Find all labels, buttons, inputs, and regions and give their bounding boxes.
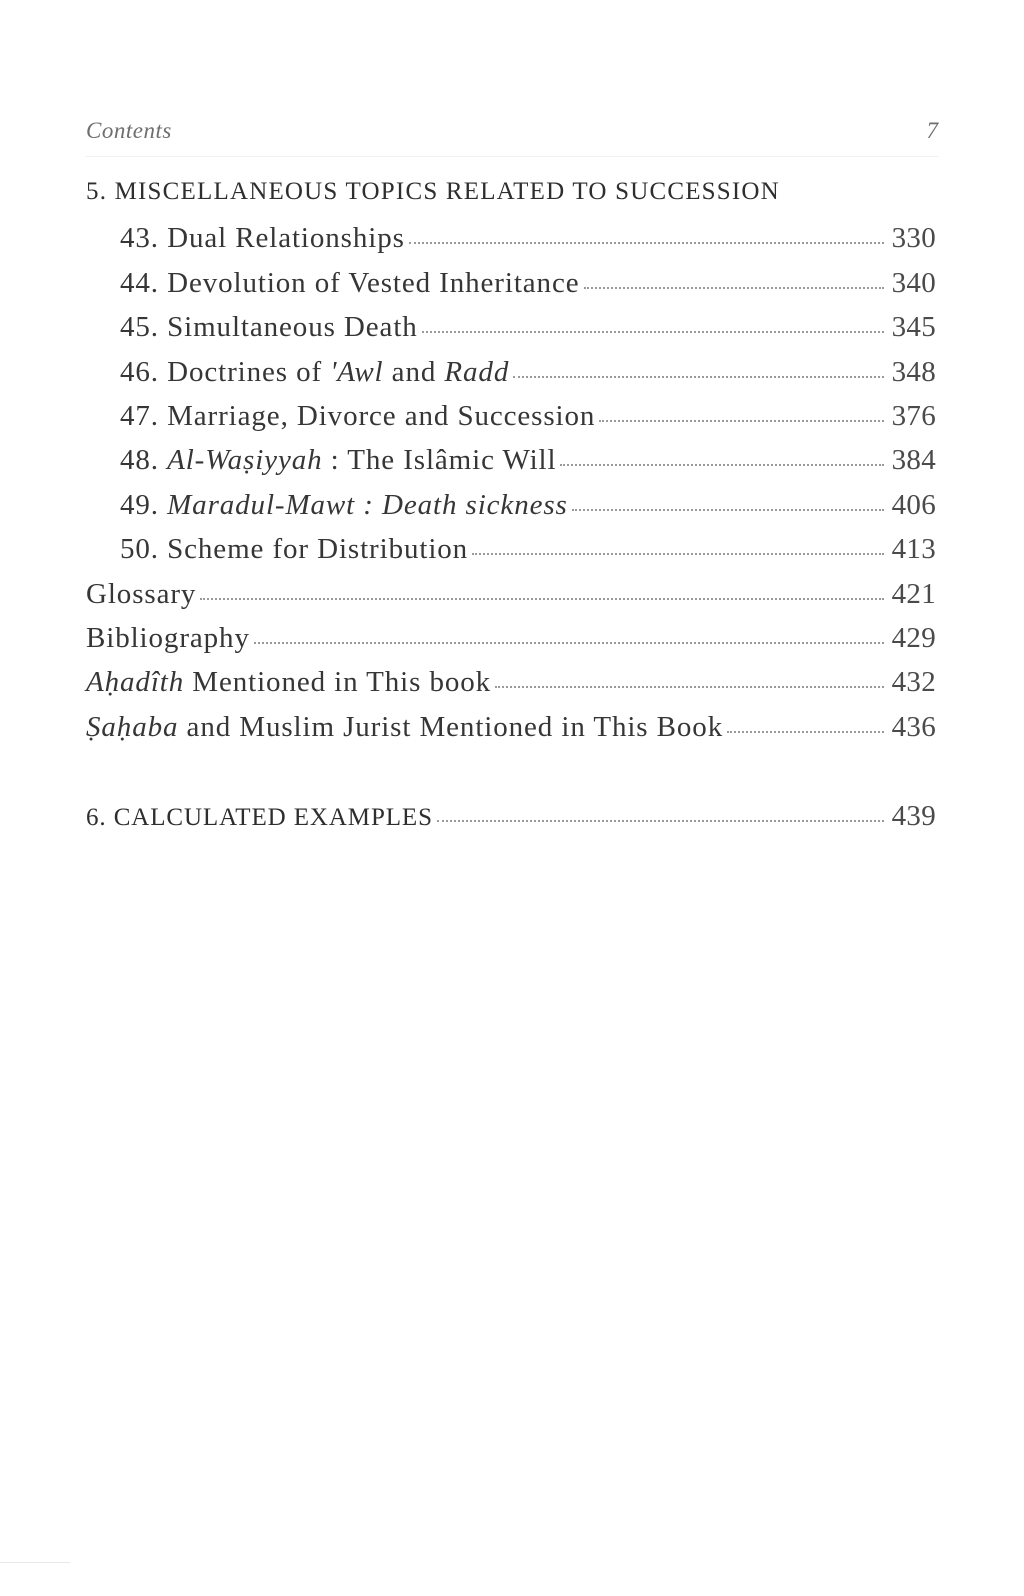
- dot-leader: [495, 685, 884, 688]
- toc-entry-label: 6. CALCULATED EXAMPLES: [86, 804, 433, 831]
- toc-entry[interactable]: [120, 267, 936, 303]
- toc-entry-label: 47. Marriage, Divorce and Succession: [120, 400, 596, 432]
- toc-entry-page: 406: [891, 489, 936, 521]
- toc-entry-label: 46. Doctrines of 'Awl and Radd: [120, 356, 510, 388]
- toc-entry[interactable]: [120, 356, 936, 392]
- toc-entry[interactable]: [120, 533, 936, 569]
- toc-entry-label: Aḥadîth Mentioned in This book: [86, 666, 492, 698]
- toc-entry-page: 432: [891, 666, 936, 698]
- dot-leader: [513, 375, 883, 378]
- dot-leader: [422, 330, 884, 333]
- running-head: [86, 116, 938, 157]
- toc-entry-page: 330: [891, 222, 936, 254]
- toc-entry-label: Ṣaḥaba and Muslim Jurist Mentioned in This Book: [86, 711, 724, 743]
- toc-entry-page: 436: [891, 711, 936, 743]
- toc-entry-page: 421: [891, 578, 936, 610]
- toc-entry-label: Glossary: [86, 578, 197, 610]
- dot-leader: [599, 419, 883, 422]
- toc-entry-ahadith[interactable]: [86, 666, 936, 702]
- dot-leader: [437, 819, 884, 822]
- toc-entry-label: 50. Scheme for Distribution: [120, 533, 469, 565]
- toc-entry-label: 43. Dual Relationships: [120, 222, 405, 254]
- dot-leader: [472, 552, 884, 555]
- toc-entry-label: 49. Maradul-Mawt : Death sickness: [120, 489, 568, 521]
- toc-entry[interactable]: [120, 400, 936, 436]
- dot-leader: [200, 597, 883, 600]
- toc-entry-glossary[interactable]: [86, 578, 936, 614]
- page-number: 7: [926, 118, 938, 143]
- dot-leader: [254, 641, 884, 644]
- dot-leader: [560, 463, 883, 466]
- toc-entry-label: 44. Devolution of Vested Inheritance: [120, 267, 580, 299]
- toc-entry-label: Bibliography: [86, 622, 250, 654]
- toc-entry-page: 413: [891, 533, 936, 565]
- toc-entry-page: 376: [891, 400, 936, 432]
- toc-entry[interactable]: [120, 489, 936, 525]
- toc-entry-page: 384: [891, 444, 936, 476]
- toc-entry-page: 439: [891, 800, 936, 832]
- toc-entry-page: 340: [891, 267, 936, 299]
- dot-leader: [572, 508, 884, 511]
- toc-entry-page: 429: [891, 622, 936, 654]
- running-head-title: Contents: [86, 118, 172, 143]
- dot-leader: [584, 286, 884, 289]
- toc-entry[interactable]: [120, 311, 936, 347]
- section-heading-5: 5. MISCELLANEOUS TOPICS RELATED TO SUCCESSION: [86, 178, 780, 205]
- section-heading-6[interactable]: [86, 800, 936, 836]
- dot-leader: [727, 730, 884, 733]
- toc-entry-page: 348: [891, 356, 936, 388]
- dot-leader: [409, 241, 884, 244]
- toc-entry-page: 345: [891, 311, 936, 343]
- toc-entry-label: 45. Simultaneous Death: [120, 311, 418, 343]
- toc-entry-label: 48. Al-Waṣiyyah : The Islâmic Will: [120, 444, 557, 476]
- scan-artifact: [0, 1562, 70, 1563]
- toc-entry-bibliography[interactable]: [86, 622, 936, 658]
- toc-entry-sahaba[interactable]: [86, 711, 936, 747]
- toc-entry[interactable]: [120, 222, 936, 258]
- toc-entry[interactable]: [120, 444, 936, 480]
